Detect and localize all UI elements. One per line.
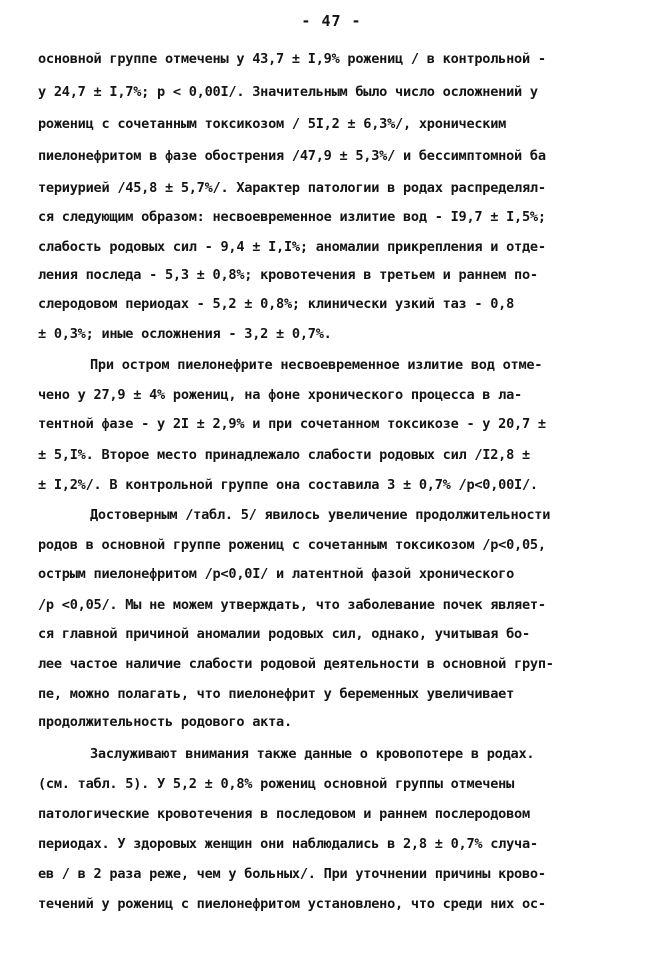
text-line: (см. табл. 5). У 5,2 ± 0,8% рожениц основной группы отмечены (38, 776, 515, 792)
text-line: родов в основной группе рожениц с сочетанным токсикозом /p<0,05, (38, 537, 546, 553)
text-line: периодах. У здоровых женщин они наблюдались в 2,8 ± 0,7% случа- (38, 836, 538, 852)
text-line: ся главной причиной аномалии родовых сил, однако, учитывая бо- (38, 626, 530, 642)
text-line: патологические кровотечения в последовом и раннем послеродовом (38, 806, 530, 822)
paragraph-first-line: При остром пиелонефрите несвоевременное излитие вод отме- (90, 357, 543, 373)
text-line: острым пиелонефритом /p<0,0I/ и латентной фазой хронического (38, 566, 515, 582)
text-line: слабость родовых сил - 9,4 ± I,I%; аномалии прикрепления и отде- (38, 239, 546, 255)
text-line: ев / в 2 раза реже, чем у больных/. При уточнении причины крово- (38, 866, 546, 882)
text-line: у 24,7 ± I,7%; p < 0,00I/. Значительным было число осложнений у (38, 84, 538, 100)
text-line: пе, можно полагать, что пиелонефрит у беременных увеличивает (38, 686, 515, 702)
text-line: пиелонефритом в фазе обострения /47,9 ± 5,3%/ и бессимптомной ба (38, 148, 546, 164)
text-line: ± I,2%/. В контрольной группе она составила 3 ± 0,7% /p<0,00I/. (38, 477, 538, 493)
text-line: /p <0,05/. Мы не можем утверждать, что заболевание почек являет- (38, 597, 546, 613)
text-line: рожениц с сочетанным токсикозом / 5I,2 ± 6,3%/, хроническим (38, 116, 507, 132)
text-line: ления последа - 5,3 ± 0,8%; кровотечения в третьем и раннем по- (38, 267, 538, 283)
text-line: тентной фазе - у 2I ± 2,9% и при сочетанном токсикозе - у 20,7 ± (38, 416, 546, 432)
text-line: чено у 27,9 ± 4% рожениц, на фоне хронического процесса в ла- (38, 387, 522, 403)
text-line: течений у рожениц с пиелонефритом установлено, что среди них ос- (38, 896, 546, 912)
text-line: ± 0,3%; иные осложнения - 3,2 ± 0,7%. (38, 326, 332, 342)
text-line: териурией /45,8 ± 5,7%/. Характер патологии в родах распределял- (38, 180, 546, 196)
page-number: - 47 - (301, 12, 362, 30)
paragraph-first-line: Достоверным /табл. 5/ явилось увеличение продолжительности (90, 507, 551, 523)
text-line: продолжительность родового акта. (38, 714, 292, 730)
text-line: слеродовом периодах - 5,2 ± 0,8%; клинически узкий таз - 0,8 (38, 296, 515, 312)
text-line: ± 5,I%. Второе место принадлежало слабости родовых сил /I2,8 ± (38, 447, 530, 463)
text-line: лее частое наличие слабости родовой деятельности в основной груп- (38, 656, 554, 672)
text-line: ся следующим образом: несвоевременное излитие вод - I9,7 ± I,5%; (38, 209, 546, 225)
text-line: основной группе отмечены у 43,7 ± I,9% рожениц / в контрольной - (38, 51, 546, 67)
paragraph-first-line: Заслуживают внимания также данные о кровопотере в родах. (90, 746, 535, 762)
